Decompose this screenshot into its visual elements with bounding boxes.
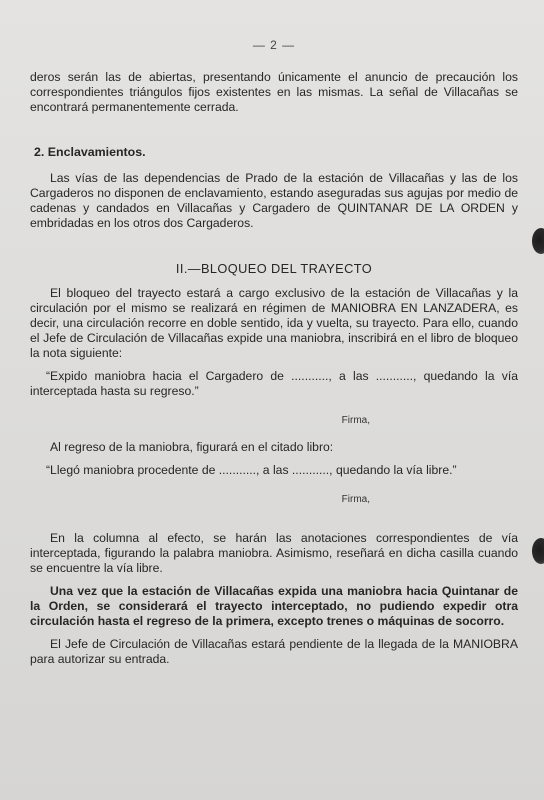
page-number: — 2 — <box>252 38 296 52</box>
signature-label-1: Firma, <box>341 415 370 426</box>
signature-label-2: Firma, <box>341 494 370 505</box>
section-heading-enclavamientos: 2. Enclavamientos. <box>34 145 146 159</box>
punch-hole-top <box>532 228 544 254</box>
anotaciones-paragraph: En la columna al efecto, se harán las anotaciones correspondientes de vía interceptada, figurando la palabra maniobra. Asimismo, reseñará en dicha casilla cuando se encuentre la vía libre. <box>30 531 518 575</box>
bloqueo-paragraph: El bloqueo del trayecto estará a cargo exclusivo de la estación de Villacañas y la circulación por el mismo se realizará en régimen de MANIOBRA EN LANZADERA, es decir, una circulación recorre en doble sentido, ida y vuelta, su trayecto. Para ello, cuando el Jefe de Circulación de Villacañas expide una maniobra, inscribirá en el libro de bloqueo la nota siguiente: <box>30 286 518 360</box>
jefe-paragraph: El Jefe de Circulación de Villacañas estará pendiente de la llegada de la MANIOBRA para autorizar su entrada. <box>30 637 518 666</box>
expido-quote: “Expido maniobra hacia el Cargadero de ..........., a las ..........., quedando la vía interceptada hasta su regreso.” <box>30 369 518 398</box>
enclavamientos-paragraph: Las vías de las dependencias de Prado de la estación de Villacañas y las de los Cargaderos no disponen de enclavamiento, estando aseguradas sus agujas por medio de cadenas y candados en Villacañas y Cargadero de QUINTANAR DE LA ORDEN y embridadas en los otros dos Cargaderos. <box>30 171 518 230</box>
llego-quote: “Llegó maniobra procedente de ..........., a las ..........., quedando la vía libre.” <box>46 463 457 477</box>
intro-paragraph: deros serán las de abiertas, presentando únicamente el anuncio de precaución los correspondientes triángulos fijos existentes en las mismas. La señal de Villacañas se encontrará permanentemente cerrada. <box>30 70 518 114</box>
regreso-paragraph: Al regreso de la maniobra, figurará en el citado libro: <box>50 440 334 454</box>
bold-warning-paragraph: Una vez que la estación de Villacañas expida una maniobra hacia Quintanar de la Orden, se considerará el trayecto interceptado, no pudiendo expedir otra circulación hasta el regreso de la primera, excepto trenes o máquinas de socorro. <box>30 584 518 628</box>
punch-hole-bottom <box>532 538 544 564</box>
chapter-heading: II.—BLOQUEO DEL TRAYECTO <box>175 261 373 276</box>
